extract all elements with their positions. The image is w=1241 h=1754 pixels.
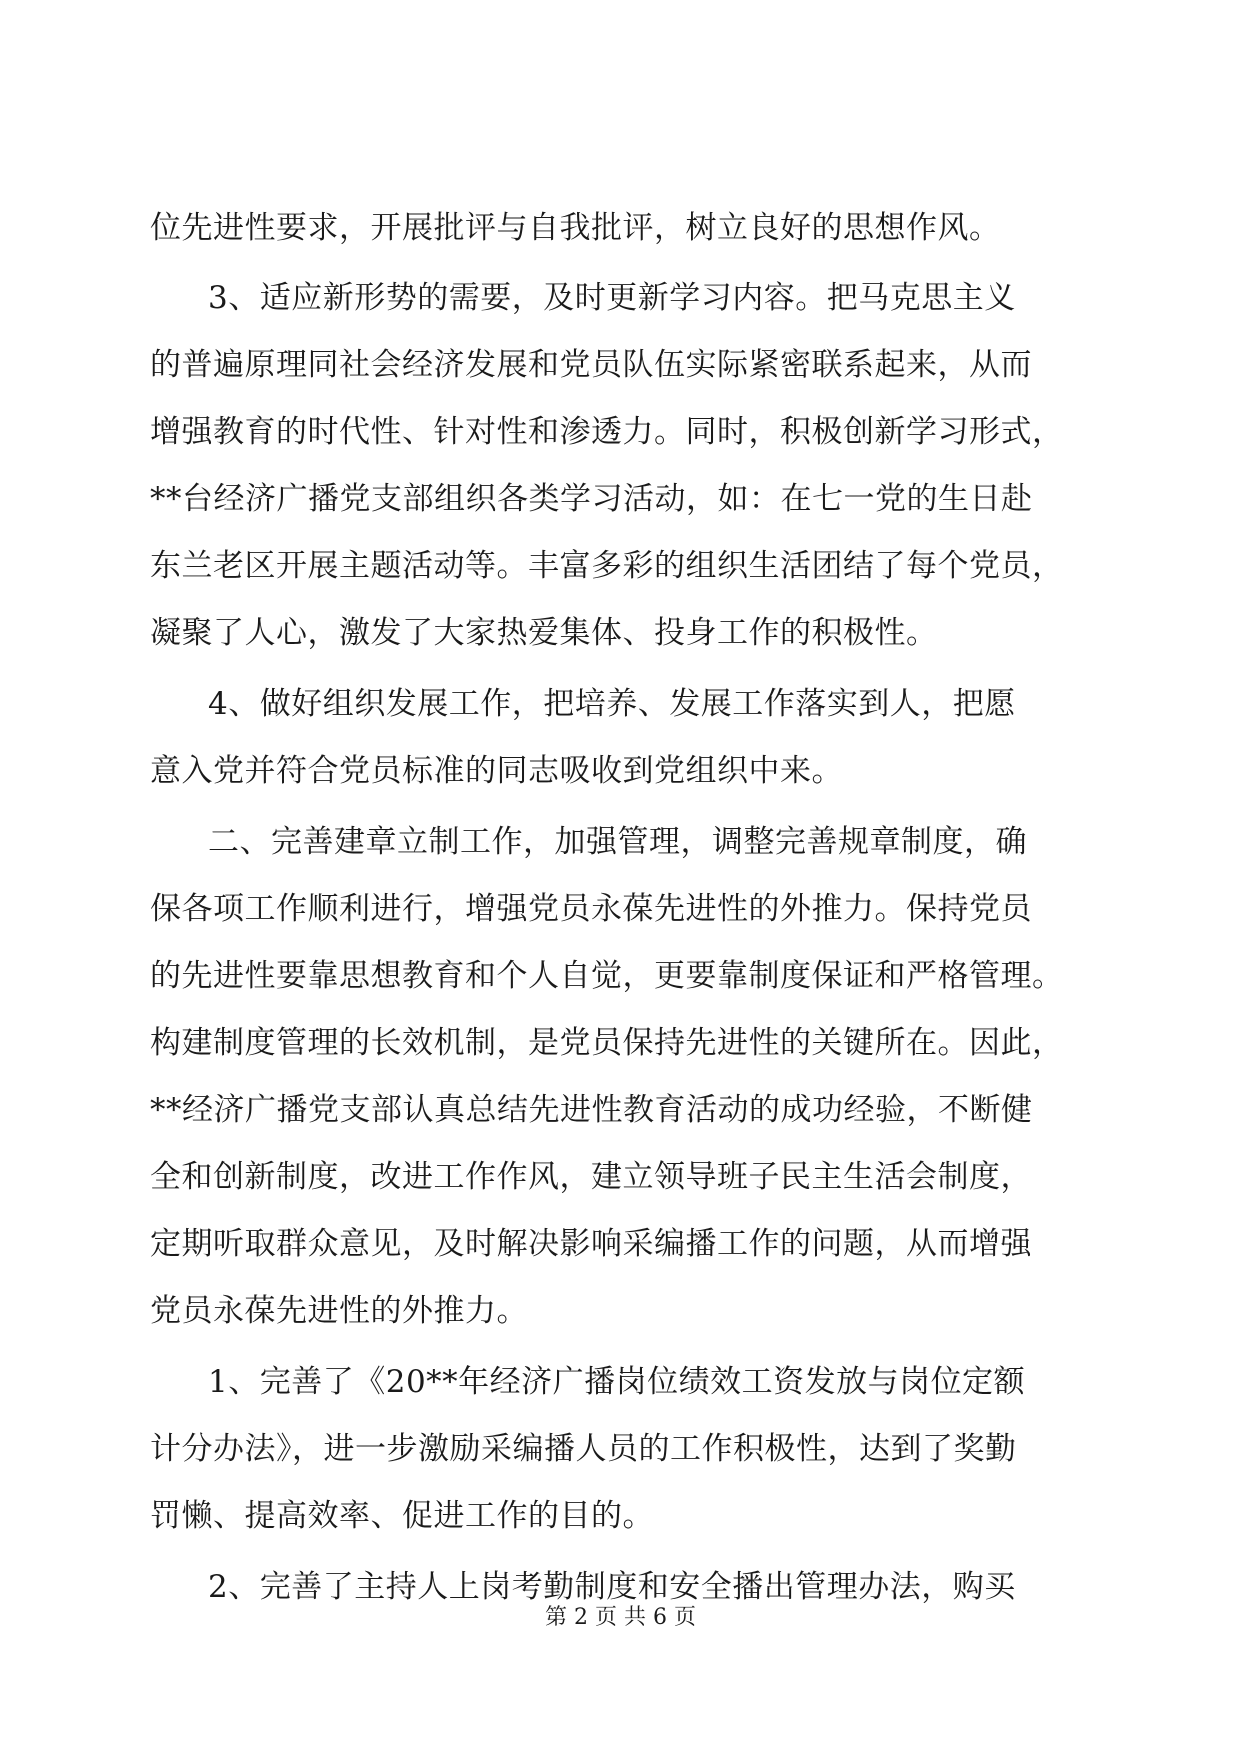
text-line: **台经济广播党支部组织各类学习活动，如：在七一党的生日赴 xyxy=(150,481,1033,517)
text-line: 4、做好组织发展工作，把培养、发展工作落实到人，把愿 xyxy=(208,686,1016,722)
section-heading-line: 二、完善建章立制工作，加强管理，调整完善规章制度，确 xyxy=(208,824,1027,860)
text-line: 2、完善了主持人上岗考勤制度和安全播出管理办法，购买 xyxy=(208,1569,1016,1605)
text-line: 的先进性要靠思想教育和个人自觉，更要靠制度保证和严格管理。 xyxy=(150,958,1064,994)
text-line: 保各项工作顺利进行，增强党员永葆先进性的外推力。保持党员 xyxy=(150,891,1032,927)
text-line: 定期听取群众意见，及时解决影响采编播工作的问题，从而增强 xyxy=(150,1226,1032,1262)
page-number-footer: 第 2 页 共 6 页 xyxy=(545,1605,696,1630)
text-line: 1、完善了《20**年经济广播岗位绩效工资发放与岗位定额 xyxy=(208,1364,1026,1400)
text-line: 东兰老区开展主题活动等。丰富多彩的组织生活团结了每个党员， xyxy=(150,548,1064,584)
text-line: 构建制度管理的长效机制，是党员保持先进性的关键所在。因此， xyxy=(150,1025,1064,1061)
text-line: 增强教育的时代性、针对性和渗透力。同时，积极创新学习形式， xyxy=(150,414,1064,450)
text-line: 罚懒、提高效率、促进工作的目的。 xyxy=(150,1498,654,1534)
text-line: 3、适应新形势的需要，及时更新学习内容。把马克思主义 xyxy=(208,280,1016,316)
text-line: 的普遍原理同社会经济发展和党员队伍实际紧密联系起来，从而 xyxy=(150,347,1032,383)
text-line: 全和创新制度，改进工作作风，建立领导班子民主生活会制度， xyxy=(150,1159,1032,1195)
text-line: **经济广播党支部认真总结先进性教育活动的成功经验，不断健 xyxy=(150,1092,1033,1128)
text-line: 党员永葆先进性的外推力。 xyxy=(150,1293,528,1329)
text-line: 位先进性要求，开展批评与自我批评，树立良好的思想作风。 xyxy=(150,210,1001,246)
text-line: 计分办法》，进一步激励采编播人员的工作积极性，达到了奖勤 xyxy=(150,1431,1017,1467)
text-line: 凝聚了人心，激发了大家热爱集体、投身工作的积极性。 xyxy=(150,615,938,651)
text-line: 意入党并符合党员标准的同志吸收到党组织中来。 xyxy=(150,753,843,789)
